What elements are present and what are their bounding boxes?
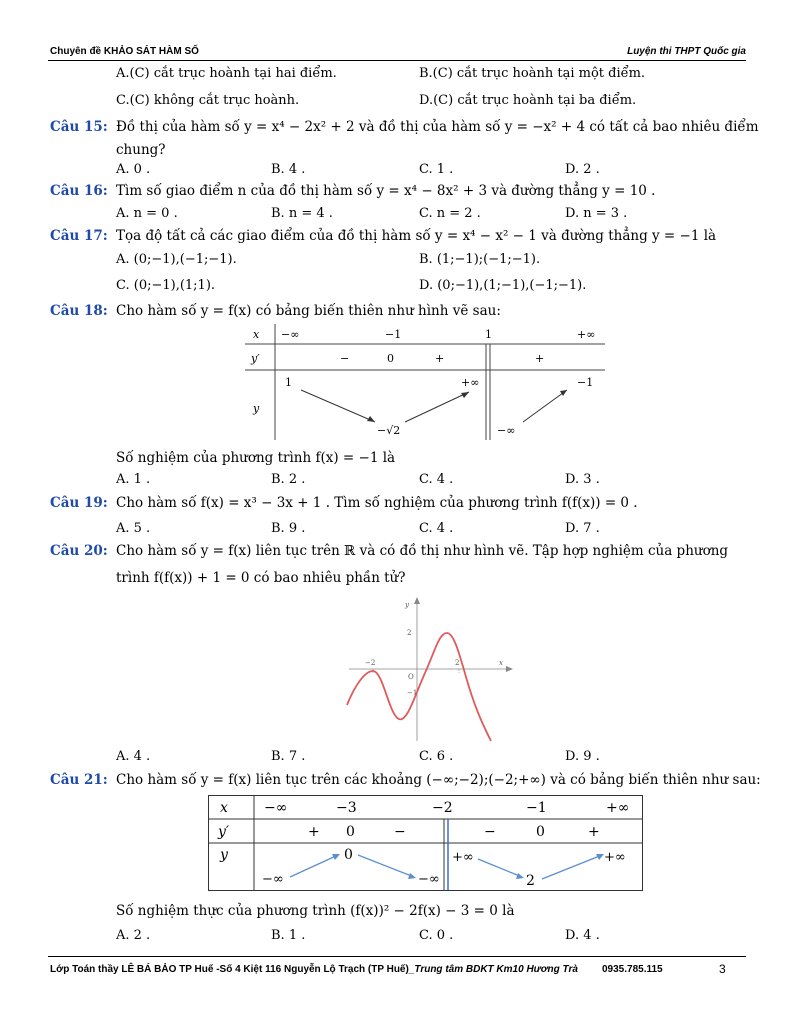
option-d: D. 9 .: [565, 749, 600, 764]
option-d: D. 4 .: [565, 928, 600, 943]
yp-sign: −: [484, 824, 496, 840]
yp-sign: 0: [346, 824, 355, 840]
footer-phone: 0935.785.115: [602, 964, 663, 975]
option-b: B. n = 4 .: [271, 206, 333, 221]
yp-sign: −: [394, 824, 406, 840]
question-text: Đồ thị của hàm số y = x⁴ − 2x² + 2 và đồ thị của hàm số y = −x² + 4 có tất cả bao nhiêu điểm: [116, 119, 759, 135]
header-right: Luyện thi THPT Quốc gia: [627, 46, 746, 57]
y-value: 0: [344, 847, 353, 863]
footer-address: Lớp Toán thầy LÊ BÁ BẢO TP Huế -Số 4 Kiệt 116 Nguyễn Lộ Trạch (TP Huế): [50, 964, 409, 975]
prev-option-b: B.(C) cắt trục hoành tại một điểm.: [419, 66, 646, 81]
x-value: 1: [485, 328, 492, 341]
x-label: x: [220, 800, 228, 816]
y-value: 1: [285, 376, 292, 389]
question-text: Cho hàm số y = f(x) liên tục trên ℝ và có đồ thị như hình vẽ. Tập hợp nghiệm của phương: [116, 543, 729, 559]
option-c: C. 0 .: [419, 928, 454, 943]
y-label: y: [253, 402, 260, 415]
y-value: −√2: [377, 424, 401, 437]
question-label: Câu 17:: [50, 228, 108, 244]
option-d: D. n = 3 .: [565, 206, 628, 221]
question-text-cont: trình f(f(x)) + 1 = 0 có bao nhiêu phần tử?: [116, 570, 406, 586]
yp-sign: −: [340, 352, 350, 365]
option-c: C. n = 2 .: [419, 206, 481, 221]
tick-label: −2: [365, 659, 376, 667]
header-rule: [48, 60, 746, 61]
question-label: Câu 18:: [50, 303, 108, 319]
prev-option-c: C.(C) không cắt trục hoành.: [116, 93, 300, 108]
yp-sign: 0: [536, 824, 545, 840]
x-value: −3: [336, 800, 357, 816]
question-text: Tọa độ tất cả các giao điểm của đồ thị hàm số y = x⁴ − x² − 1 và đường thẳng y = −1 là: [116, 228, 717, 244]
option-a: A. 1 .: [116, 472, 151, 487]
x-value: −2: [432, 800, 453, 816]
footer-rule: [48, 956, 746, 957]
option-a: A. n = 0 .: [116, 206, 178, 221]
y-value: 2: [526, 873, 535, 889]
x-value: +∞: [577, 328, 596, 341]
footer-left: [50, 964, 578, 975]
option-a: A. 4 .: [116, 749, 151, 764]
prev-option-a: A.(C) cắt trục hoành tại hai điểm.: [116, 66, 337, 81]
variation-table-18: [245, 322, 607, 442]
question-label: Câu 20:: [50, 543, 108, 559]
y-value: −∞: [418, 872, 440, 887]
option-a: A. 2 .: [116, 928, 151, 943]
x-value: −1: [385, 328, 402, 341]
origin-label: O: [408, 673, 414, 681]
question-label: Câu 15:: [50, 119, 108, 135]
option-a: A. 5 .: [116, 521, 151, 536]
header-left: Chuyên đề KHẢO SÁT HÀM SỐ: [50, 46, 199, 57]
option-c: C. 4 .: [419, 472, 454, 487]
option-b: B. 7 .: [271, 749, 306, 764]
option-c: C. 1 .: [419, 162, 454, 177]
option-b: B. 4 .: [271, 162, 306, 177]
x-value: −∞: [264, 800, 288, 816]
y-value: +∞: [604, 850, 626, 865]
question-text-cont: Số nghiệm thực của phương trình (f(x))² − 2f(x) − 3 = 0 là: [116, 903, 515, 919]
option-b: B. 2 .: [271, 472, 306, 487]
y-value: +∞: [452, 850, 474, 865]
yp-sign: +: [435, 352, 445, 365]
tick-label: 2: [407, 629, 412, 637]
tick-label: −1: [407, 689, 418, 697]
option-b: B. 9 .: [271, 521, 306, 536]
footer-center: _Trung tâm BDKT Km10 Hương Trà: [408, 964, 578, 975]
question-text: Cho hàm số y = f(x) liên tục trên các khoảng (−∞;−2);(−2;+∞) và có bảng biến thiên như sau:: [116, 772, 761, 788]
option-d: D. 3 .: [565, 472, 600, 487]
x-value: −1: [526, 800, 547, 816]
question-text-cont: chung?: [116, 142, 166, 158]
option-a: A. (0;−1),(−1;−1).: [116, 252, 237, 267]
option-c: C. 6 .: [419, 749, 454, 764]
prev-option-d: D.(C) cắt trục hoành tại ba điểm.: [419, 93, 637, 108]
option-d: D. 2 .: [565, 162, 600, 177]
question-text-cont: Số nghiệm của phương trình f(x) = −1 là: [116, 450, 396, 466]
yp-sign: +: [535, 352, 545, 365]
y-label: y: [220, 847, 228, 863]
option-b: B. 1 .: [271, 928, 306, 943]
question-text: Tìm số giao điểm n của đồ thị hàm số y = x⁴ − 8x² + 3 và đường thẳng y = 10 .: [116, 183, 656, 199]
yp-label: y′: [251, 352, 260, 365]
question-label: Câu 21:: [50, 772, 108, 788]
question-label: Câu 19:: [50, 495, 108, 511]
yp-label: y′: [218, 824, 230, 840]
x-value: +∞: [606, 800, 630, 816]
yp-sign: +: [588, 824, 600, 840]
y-value: −∞: [497, 424, 516, 437]
x-value: −∞: [281, 328, 300, 341]
option-a: A. 0 .: [116, 162, 151, 177]
function-graph-20: [345, 595, 515, 743]
option-d: D. (0;−1),(1;−1),(−1;−1).: [419, 278, 587, 293]
yp-sign: 0: [387, 352, 394, 365]
option-c: C. (0;−1),(1;1).: [116, 278, 216, 293]
yp-sign: +: [308, 824, 320, 840]
x-label: x: [253, 328, 260, 341]
y-value: −∞: [262, 872, 284, 887]
question-text: Cho hàm số y = f(x) có bảng biến thiên như hình vẽ sau:: [116, 303, 501, 319]
question-text: Cho hàm số f(x) = x³ − 3x + 1 . Tìm số nghiệm của phương trình f(f(x)) = 0 .: [116, 495, 638, 511]
page-number: 3: [719, 962, 726, 976]
tick-label: 2: [455, 659, 460, 667]
option-b: B. (1;−1);(−1;−1).: [419, 252, 541, 267]
x-axis-label: x: [499, 659, 503, 667]
variation-table-21: [208, 795, 643, 891]
y-value: +∞: [461, 376, 480, 389]
y-axis-label: y: [405, 601, 409, 609]
question-label: Câu 16:: [50, 183, 108, 199]
y-value: −1: [577, 376, 594, 389]
option-c: C. 4 .: [419, 521, 454, 536]
option-d: D. 7 .: [565, 521, 600, 536]
